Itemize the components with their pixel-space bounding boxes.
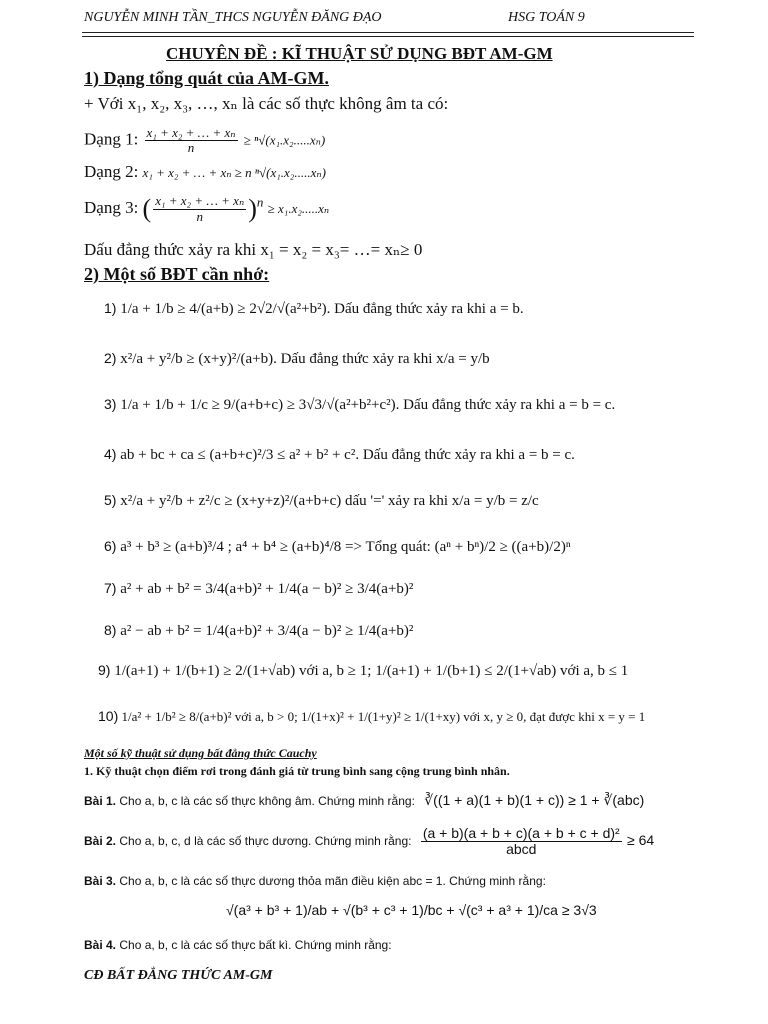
form1-fraction <box>145 126 238 156</box>
form3-exp: n <box>256 194 264 210</box>
header-rule-2 <box>82 36 694 37</box>
form3-fraction <box>153 194 246 224</box>
header-left: NGUYỄN MINH TẦN_THCS NGUYỄN ĐĂNG ĐẠO <box>84 10 382 25</box>
problem-2-fraction <box>421 826 622 858</box>
form3-rhs: ≥ x₁.x₂.....xₙ <box>267 200 330 216</box>
form3-den: n <box>196 208 203 224</box>
problem-2-label: Bài 2. <box>84 834 117 849</box>
problem-4-text: Cho a, b, c là các số thực bất kì. Chứng minh rằng: <box>119 938 392 952</box>
problem-1-label: Bài 1. <box>84 794 117 808</box>
problem-3 <box>84 874 546 888</box>
ineq-10: 10) 1/a² + 1/b² ≥ 8/(a+b)² với a, b > 0; 1/(1+x)² + 1/(1+y)² ≥ 1/(1+xy) với x, y ≥ 0, đạt được khi x = y = 1 <box>98 708 646 724</box>
problem-2 <box>84 826 654 858</box>
ineq-2: 2) x²/a + y²/b ≥ (x+y)²/(a+b). Dấu đẳng thức xảy ra khi x/a = y/b <box>104 350 490 367</box>
problem-2-den: abcd <box>506 841 537 858</box>
problem-2-text: Cho a, b, c, d là các số thực dương. Chứng minh rằng: <box>119 834 412 849</box>
form2 <box>84 162 326 182</box>
header-right: HSG TOÁN 9 <box>508 10 585 25</box>
section1-intro: + Với x₁, x₂, x₃, …, xₙ là các số thực không âm ta có: <box>84 94 449 113</box>
problem-1 <box>84 792 644 809</box>
form1-num: x₁ + x₂ + … + xₙ <box>146 125 236 140</box>
problem-1-text: Cho a, b, c là các số thực không âm. Chứng minh rằng: <box>119 794 415 808</box>
ineq-6: 6) a³ + b³ ≥ (a+b)³/4 ; a⁴ + b⁴ ≥ (a+b)⁴/8 => Tổng quát: (aⁿ + bⁿ)/2 ≥ ((a+b)/2)ⁿ <box>104 538 571 555</box>
problem-3-text: Cho a, b, c là các số thực dương thỏa mãn điều kiện abc = 1. Chứng minh rằng: <box>119 874 546 888</box>
cauchy-heading: Một số kỹ thuật sử dụng bất đẳng thức Cauchy <box>84 746 317 760</box>
ineq-7: 7) a² + ab + b² = 3/4(a+b)² + 1/4(a − b)² ≥ 3/4(a+b)² <box>104 580 414 597</box>
form1-rhs: ≥ ⁿ√(x₁.x₂.....xₙ) <box>243 132 326 148</box>
footer-text: CĐ BẤT ĐẲNG THỨC AM-GM <box>84 968 273 983</box>
ineq-5: 5) x²/a + y²/b + z²/c ≥ (x+y+z)²/(a+b+c) dấu '=' xảy ra khi x/a = y/b = z/c <box>104 492 539 509</box>
problem-3-formula: √(a³ + b³ + 1)/ab + √(b³ + c³ + 1)/bc + √(c³ + a³ + 1)/ca ≥ 3√3 <box>226 902 597 918</box>
section1-equality: Dấu đẳng thức xảy ra khi x₁ = x₂ = x₃= …= xₙ≥ 0 <box>84 240 423 259</box>
cauchy-sub: 1. Kỹ thuật chọn điểm rơi trong đánh giá từ trung bình sang cộng trung bình nhân. <box>84 764 510 778</box>
section1-heading: 1) Dạng tổng quát của AM-GM. <box>84 68 330 88</box>
ineq-8: 8) a² − ab + b² = 1/4(a+b)² + 3/4(a − b)² ≥ 1/4(a+b)² <box>104 622 414 639</box>
form3: Dạng 3: ( $\frac{\text{x₁ + x₂ + … + xₙ}}{n}$ )$^n$ ≥ x₁.x₂.....xₙ <box>84 193 330 224</box>
problem-2-rhs: ≥ 64 <box>627 832 655 849</box>
form2-label: Dạng 2: <box>84 162 139 181</box>
problem-4 <box>84 938 392 952</box>
problem-2-num: (a + b)(a + b + c)(a + b + c + d)² <box>422 825 620 841</box>
ineq-3: 3) 1/a + 1/b + 1/c ≥ 9/(a+b+c) ≥ 3√3/√(a²+b²+c²). Dấu đẳng thức xảy ra khi a = b = c. <box>104 396 616 413</box>
form3-num: x₁ + x₂ + … + xₙ <box>155 193 245 209</box>
header-rule <box>82 32 694 33</box>
ineq-9: 9) 1/(a+1) + 1/(b+1) ≥ 2/(1+√ab) với a, b ≥ 1; 1/(a+1) + 1/(b+1) ≤ 2/(1+√ab) với a, b ≤ 1 <box>98 662 629 679</box>
ineq-4: 4) ab + bc + ca ≤ (a+b+c)²/3 ≤ a² + b² + c². Dấu đẳng thức xảy ra khi a = b = c. <box>104 446 575 463</box>
form2-expr: x₁ + x₂ + … + xₙ ≥ n ⁿ√(x₁.x₂.....xₙ) <box>142 165 326 180</box>
form1-label: Dạng 1: <box>84 129 139 149</box>
form1-den: n <box>187 140 195 156</box>
problem-1-formula: ∛((1 + a)(1 + b)(1 + c)) ≥ 1 + ∛(abc) <box>424 792 645 808</box>
ineq-1: 1) 1/a + 1/b ≥ 4/(a+b) ≥ 2√2/√(a²+b²). Dấu đẳng thức xảy ra khi a = b. <box>104 300 524 317</box>
problem-4-label: Bài 4. <box>84 938 117 952</box>
form1 <box>84 126 325 156</box>
section2-heading: 2) Một số BĐT cần nhớ: <box>84 264 270 284</box>
form3-label: Dạng 3: <box>84 197 139 217</box>
problem-3-label: Bài 3. <box>84 874 117 888</box>
page-title: CHUYÊN ĐỀ : KĨ THUẬT SỬ DỤNG BĐT AM-GM <box>166 44 553 63</box>
